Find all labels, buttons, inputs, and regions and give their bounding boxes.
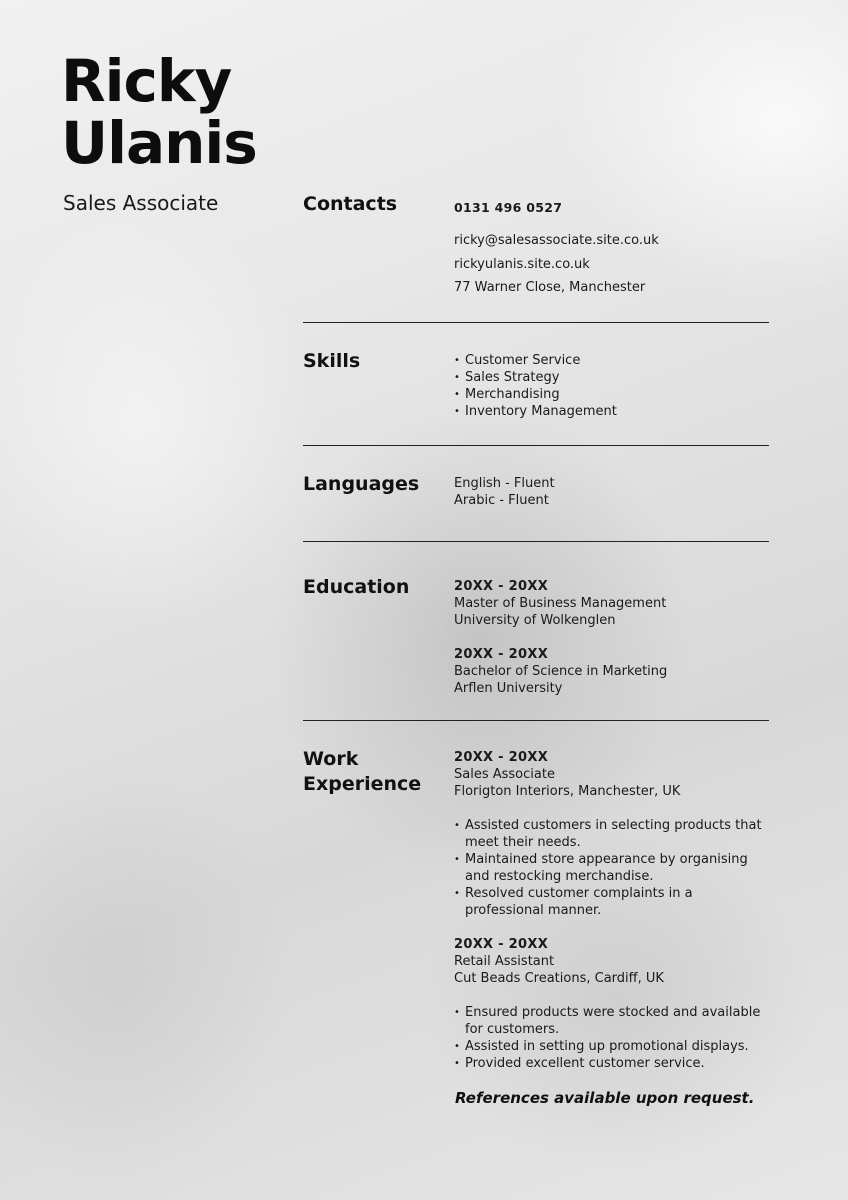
job-company: Cut Beads Creations, Cardiff, UK bbox=[454, 971, 664, 986]
job-position: Retail Assistant bbox=[454, 954, 555, 969]
first-name: Ricky bbox=[61, 47, 232, 115]
duty-item: • Resolved customer complaints in a professional manner. bbox=[454, 885, 769, 919]
skill-item: • Merchandising bbox=[454, 386, 769, 403]
education-body bbox=[454, 578, 769, 697]
education-years: 20XX - 20XX bbox=[454, 579, 549, 594]
job-years: 20XX - 20XX bbox=[454, 750, 549, 765]
job-duties bbox=[454, 817, 769, 919]
skills-body bbox=[454, 352, 769, 420]
work-heading-line1: Work bbox=[303, 748, 359, 770]
skill-item: • Sales Strategy bbox=[454, 369, 769, 386]
education-school: Arflen University bbox=[454, 681, 563, 696]
references-note: References available upon request. bbox=[455, 1089, 755, 1107]
education-degree: Master of Business Management bbox=[454, 596, 667, 611]
duty-item: • Assisted customers in selecting products that meet their needs. bbox=[454, 817, 769, 851]
education-school: University of Wolkenglen bbox=[454, 613, 616, 628]
contact-website: rickyulanis.site.co.uk bbox=[454, 256, 590, 272]
language-item: English - Fluent bbox=[454, 476, 555, 491]
contacts-heading: Contacts bbox=[303, 193, 398, 215]
last-name: Ulanis bbox=[61, 109, 257, 177]
education-degree: Bachelor of Science in Marketing bbox=[454, 664, 668, 679]
job-duties bbox=[454, 1004, 769, 1072]
duty-item: • Assisted in setting up promotional displays. bbox=[454, 1038, 769, 1055]
skill-item: • Customer Service bbox=[454, 352, 769, 369]
contact-email: ricky@salesassociate.site.co.uk bbox=[454, 233, 659, 248]
duty-item: • Provided excellent customer service. bbox=[454, 1055, 769, 1072]
work-heading-line2: Experience bbox=[303, 773, 422, 795]
skill-item: • Inventory Management bbox=[454, 403, 769, 420]
contacts-body bbox=[454, 199, 769, 303]
duty-item: • Ensured products were stocked and available for customers. bbox=[454, 1004, 769, 1038]
skills-heading: Skills bbox=[303, 350, 361, 372]
divider bbox=[303, 541, 769, 542]
divider bbox=[303, 720, 769, 721]
education-years: 20XX - 20XX bbox=[454, 647, 549, 662]
contact-phone: 0131 496 0527 bbox=[454, 200, 563, 215]
duty-item: • Maintained store appearance by organising and restocking merchandise. bbox=[454, 851, 769, 885]
job-position: Sales Associate bbox=[454, 767, 555, 782]
language-item: Arabic - Fluent bbox=[454, 493, 549, 508]
work-heading bbox=[303, 747, 443, 797]
skills-list bbox=[454, 352, 769, 420]
candidate-name bbox=[61, 47, 257, 177]
job-company: Florigton Interiors, Manchester, UK bbox=[454, 784, 681, 799]
divider bbox=[303, 322, 769, 323]
divider bbox=[303, 445, 769, 446]
work-body bbox=[454, 749, 769, 1072]
contact-address: 77 Warner Close, Manchester bbox=[454, 280, 646, 295]
languages-heading: Languages bbox=[303, 473, 420, 495]
job-years: 20XX - 20XX bbox=[454, 937, 549, 952]
job-title: Sales Associate bbox=[63, 191, 219, 215]
languages-body bbox=[454, 475, 769, 509]
education-heading: Education bbox=[303, 576, 410, 598]
